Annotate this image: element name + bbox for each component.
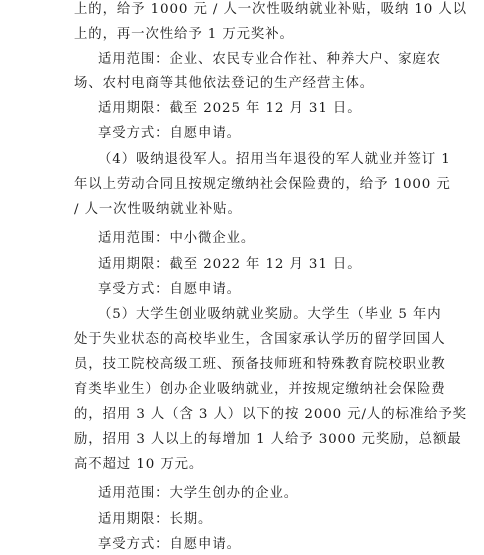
text-line: 励，招用 3 人以上的每增加 1 人给予 3000 元奖励，总额最: [74, 432, 462, 447]
text-line: 适用范围：中小微企业。: [98, 231, 256, 246]
text-line: 享受方式：自愿申请。: [98, 537, 241, 552]
text-line: 适用期限：截至 2025 年 12 月 31 日。: [98, 101, 362, 116]
text-line: 享受方式：自愿申请。: [98, 282, 241, 297]
text-line: 高不超过 10 万元。: [74, 457, 204, 472]
text-line: 的，招用 3 人（含 3 人）以下的按 2000 元/人的标准给予奖: [74, 407, 467, 422]
text-line: 享受方式：自愿申请。: [98, 126, 241, 141]
text-line: 上的，再一次性给予 1 万元奖补。: [74, 27, 294, 42]
text-line: （4）吸纳退役军人。招用当年退役的军人就业并签订 1: [98, 152, 451, 167]
text-line: 年以上劳动合同且按规定缴纳社会保险费的，给予 1000 元: [74, 177, 451, 192]
text-line: （5）大学生创业吸纳就业奖励。大学生（毕业 5 年内: [98, 307, 442, 322]
text-line: 场、农村电商等其他依法登记的生产经营主体。: [74, 76, 375, 91]
text-line: 育类毕业生）创办企业吸纳就业，并按规定缴纳社会保险费: [74, 382, 446, 397]
text-line: 适用期限：长期。: [98, 512, 213, 527]
text-line: 上的，给予 1000 元 / 人一次性吸纳就业补贴，吸纳 10 人以: [74, 2, 467, 17]
text-line: 适用范围：企业、农民专业合作社、种养大户、家庭农: [98, 52, 441, 67]
text-line: 适用期限：截至 2022 年 12 月 31 日。: [98, 257, 362, 272]
text-line: / 人一次性吸纳就业补贴。: [74, 202, 242, 217]
text-line: 处于失业状态的高校毕业生，含国家承认学历的留学回国人: [74, 332, 446, 347]
text-line: 适用范围：大学生创办的企业。: [98, 486, 299, 501]
text-line: 员，技工院校高级工班、预备技师班和特殊教育院校职业教: [74, 357, 446, 372]
